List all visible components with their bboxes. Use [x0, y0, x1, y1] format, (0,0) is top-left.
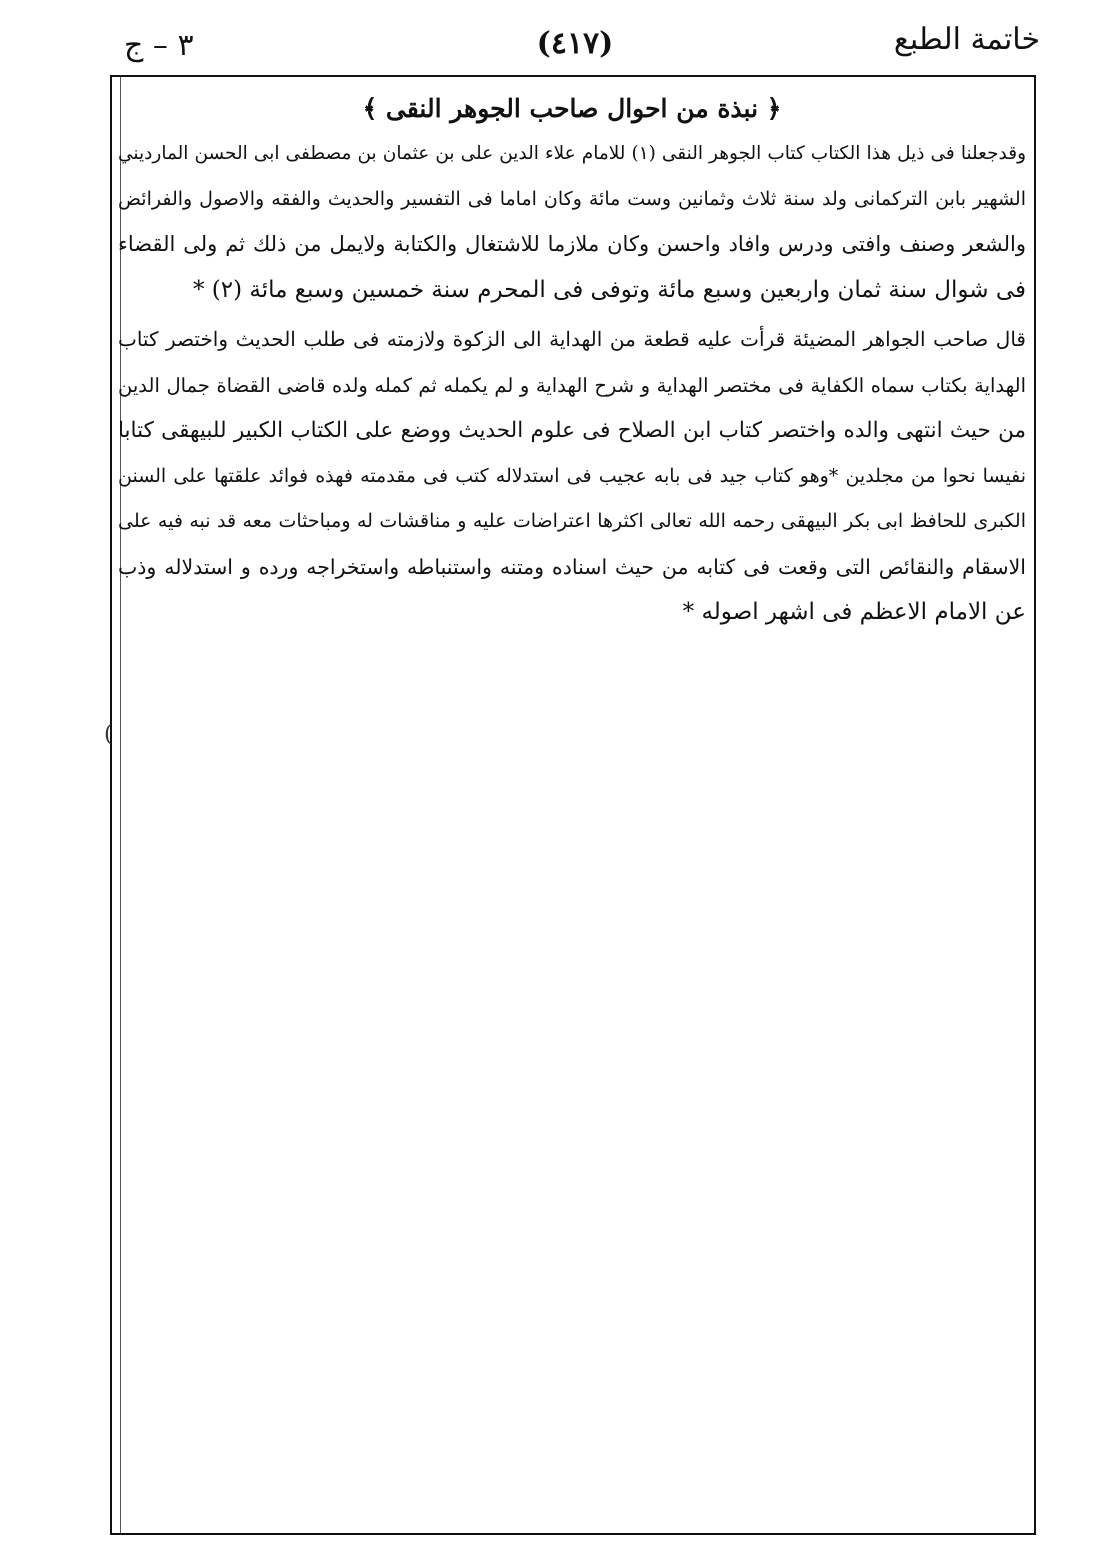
- margin-mark: (: [104, 722, 113, 747]
- text-line: الهداية بكتاب سماه الكفاية فى مختصر الهداية و شرح الهداية و لم يكمله ثم كمله ولده قاضى القضاة جمال الدين: [118, 373, 1026, 397]
- text-line: قال صاحب الجواهر المضيئة قرأت عليه قطعة من الهداية الى الزكوة ولازمته فى طلب الحديث واختصر كتاب: [118, 327, 1026, 351]
- paragraph-1: [118, 131, 1026, 313]
- text-line: من حيث انتهى والده واختصر كتاب ابن الصلاح فى علوم الحديث ووضع على الكتاب الكبير للبيهقى كتابا: [118, 418, 1026, 443]
- section-title: ﴿ نبذة من احوال صاحب الجوهر النقى ﴾: [362, 94, 782, 123]
- text-line: الكبرى للحافظ ابى بكر البيهقى رحمه الله تعالى اكثرها اعتراضات عليه و مناقشات له ومباحثات معه قد نبه فيه على: [118, 510, 1026, 532]
- paragraph-2: [118, 317, 1026, 636]
- text-line: نفيسا نحوا من مجلدين *وهو كتاب جيد فى بابه عجيب فى استدلاله كتب فى مقدمته فهذه فوائد علقتها على السنن: [118, 464, 1026, 487]
- text-line: عن الامام الاعظم فى اشهر اصوله *: [682, 599, 1026, 625]
- text-line: وقدجعلنا فى ذيل هذا الكتاب كتاب الجوهر النقى (١) للامام علاء الدين على بن عثمان بن مصطفى ابى الحسن المارديني: [118, 143, 1026, 164]
- volume-marker: ٣ – ج: [124, 28, 194, 63]
- page-number: (٤١٧): [536, 26, 614, 61]
- text-line: الشهير بابن التركمانى ولد سنة ثلاث وثمانين وست مائة وكان اماما فى التفسير والحديث والفقه والاصول والفرائض: [118, 187, 1026, 210]
- running-title: خاتمة الطبع: [893, 22, 1040, 57]
- page-content: [112, 89, 1034, 636]
- text-frame: [110, 75, 1036, 1535]
- text-line: والشعر وصنف وافتى ودرس وافاد واحسن وكان ملازما للاشتغال والكتابة ولايمل من ذلك ثم ولى القضاء: [118, 232, 1026, 256]
- text-line: الاسقام والنقائص التى وقعت فى كتابه من حيث اسناده ومتنه واستنباطه واستخراجه ورده و استدلاله وذب: [118, 554, 1026, 579]
- page-header: [110, 22, 1040, 70]
- text-line: فى شوال سنة ثمان واربعين وسبع مائة وتوفى فى المحرم سنة خمسين وسبع مائة (٢) *: [192, 276, 1026, 303]
